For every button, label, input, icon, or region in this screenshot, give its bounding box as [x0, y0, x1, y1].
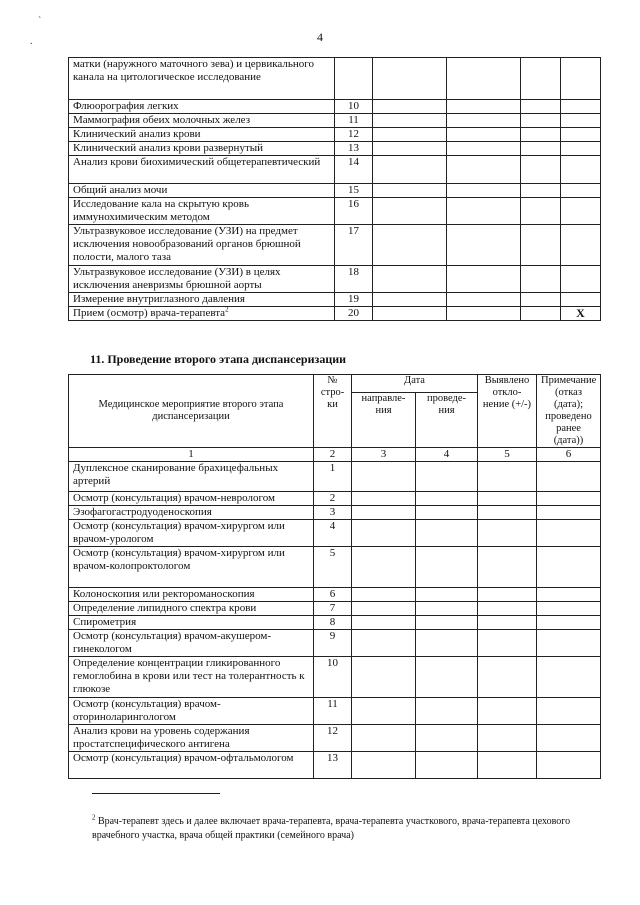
section-title: 11. Проведение второго этапа диспансеризации — [90, 352, 347, 366]
line-number: 16 — [335, 198, 373, 225]
referral-date-cell[interactable] — [352, 492, 416, 506]
note-cell[interactable] — [537, 616, 601, 630]
footnote-divider — [92, 793, 220, 794]
event-name: Клинический анализ крови — [69, 128, 335, 142]
deviation-cell[interactable] — [478, 547, 537, 588]
page-number: 4 — [317, 30, 323, 44]
line-number: 11 — [335, 114, 373, 128]
column-index: 5 — [478, 448, 537, 462]
deviation-cell[interactable] — [478, 630, 537, 657]
event-name: Анализ крови на уровень содержания простатспецифического антигена — [69, 725, 314, 752]
table-row — [69, 100, 601, 114]
header-line-number: № стро-ки — [314, 375, 352, 448]
deviation-cell[interactable] — [521, 58, 561, 100]
referral-date-cell[interactable] — [352, 698, 416, 725]
header-deviation: Выявлено откло-нение (+/-) — [478, 375, 537, 448]
conducted-date-cell[interactable] — [416, 630, 478, 657]
table-row — [69, 725, 601, 752]
event-name: Анализ крови биохимический общетерапевтический — [69, 156, 335, 184]
note-cell[interactable] — [537, 547, 601, 588]
event-name: Осмотр (консультация) врачом-офтальмологом — [69, 752, 314, 779]
conducted-date-cell[interactable] — [447, 293, 521, 307]
line-number: 10 — [314, 657, 352, 698]
note-cell[interactable] — [561, 184, 601, 198]
conducted-date-cell[interactable] — [447, 225, 521, 266]
line-number: 12 — [335, 128, 373, 142]
note-cell[interactable] — [537, 725, 601, 752]
conducted-date-cell[interactable] — [416, 752, 478, 779]
line-number: 12 — [314, 725, 352, 752]
note-cell[interactable] — [537, 492, 601, 506]
referral-date-cell[interactable] — [373, 307, 447, 321]
table-row — [69, 506, 601, 520]
event-name: Ультразвуковое исследование (УЗИ) на предмет исключения новообразований органов брюшной полости, малого таза — [69, 225, 335, 266]
table-row — [69, 588, 601, 602]
referral-date-cell[interactable] — [352, 657, 416, 698]
deviation-cell[interactable] — [478, 520, 537, 547]
referral-date-cell[interactable] — [352, 616, 416, 630]
referral-date-cell[interactable] — [373, 100, 447, 114]
referral-date-cell[interactable] — [352, 462, 416, 492]
conducted-date-cell[interactable] — [416, 492, 478, 506]
footnote-ref: 2 — [225, 305, 229, 314]
deviation-cell[interactable] — [521, 128, 561, 142]
table-row — [69, 114, 601, 128]
line-number: 5 — [314, 547, 352, 588]
conducted-date-cell[interactable] — [447, 142, 521, 156]
line-number: 10 — [335, 100, 373, 114]
column-index: 3 — [352, 448, 416, 462]
referral-date-cell[interactable] — [373, 225, 447, 266]
header-row — [69, 375, 601, 393]
table-row — [69, 198, 601, 225]
conducted-date-cell[interactable] — [447, 266, 521, 293]
line-number: 20 — [335, 307, 373, 321]
note-cell[interactable] — [537, 462, 601, 492]
deviation-cell[interactable] — [521, 307, 561, 321]
conducted-date-cell[interactable] — [447, 198, 521, 225]
table-row — [69, 492, 601, 506]
table-row — [69, 752, 601, 779]
event-name: Колоноскопия или ректороманоскопия — [69, 588, 314, 602]
referral-date-cell[interactable] — [373, 266, 447, 293]
event-name: Спирометрия — [69, 616, 314, 630]
line-number — [335, 58, 373, 100]
line-number: 19 — [335, 293, 373, 307]
referral-date-cell[interactable] — [373, 293, 447, 307]
referral-date-cell[interactable] — [352, 547, 416, 588]
deviation-cell[interactable] — [521, 266, 561, 293]
event-name: Флюорография легких — [69, 100, 335, 114]
event-name: Определение липидного спектра крови — [69, 602, 314, 616]
conducted-date-cell[interactable] — [416, 462, 478, 492]
header-referral-date: направле-ния — [352, 392, 416, 447]
conducted-date-cell[interactable] — [447, 184, 521, 198]
header-conducted-date: проведе-ния — [416, 392, 478, 447]
note-cell[interactable] — [537, 698, 601, 725]
event-name: Общий анализ мочи — [69, 184, 335, 198]
referral-date-cell[interactable] — [373, 114, 447, 128]
event-name: Осмотр (консультация) врачом-хирургом или врачом-колопроктологом — [69, 547, 314, 588]
line-number: 17 — [335, 225, 373, 266]
deviation-cell[interactable] — [478, 588, 537, 602]
deviation-cell[interactable] — [478, 506, 537, 520]
column-index-row — [69, 448, 601, 462]
referral-date-cell[interactable] — [352, 602, 416, 616]
conducted-date-cell[interactable] — [416, 547, 478, 588]
conducted-date-cell[interactable] — [447, 128, 521, 142]
table-row — [69, 616, 601, 630]
footnote-text: Врач-терапевт здесь и далее включает врача-терапевта, врача-терапевта участкового, врача-терапевта цехового врачебного участка, врача общей практики (семейного врача) — [92, 816, 571, 841]
conducted-date-cell[interactable] — [416, 616, 478, 630]
table-row — [69, 184, 601, 198]
note-cell[interactable]: X — [561, 307, 601, 321]
note-cell[interactable] — [561, 142, 601, 156]
column-index: 1 — [69, 448, 314, 462]
referral-date-cell[interactable] — [352, 725, 416, 752]
conducted-date-cell[interactable] — [416, 657, 478, 698]
event-name: Определение концентрации гликированного гемоглобина в крови или тест на толерантность к глюкозе — [69, 657, 314, 698]
referral-date-cell[interactable] — [352, 752, 416, 779]
header-event: Медицинское мероприятие второго этапа диспансеризации — [69, 375, 314, 448]
referral-date-cell[interactable] — [373, 128, 447, 142]
table-row — [69, 58, 601, 100]
deviation-cell[interactable] — [521, 100, 561, 114]
table-row — [69, 520, 601, 547]
event-name: Осмотр (консультация) врачом-хирургом или врачом-урологом — [69, 520, 314, 547]
table-row — [69, 266, 601, 293]
event-name: Эзофагогастродуоденоскопия — [69, 506, 314, 520]
column-index: 4 — [416, 448, 478, 462]
conducted-date-cell[interactable] — [416, 506, 478, 520]
note-cell[interactable] — [537, 520, 601, 547]
line-number: 4 — [314, 520, 352, 547]
conducted-date-cell[interactable] — [416, 725, 478, 752]
deviation-cell[interactable] — [478, 725, 537, 752]
table-row — [69, 657, 601, 698]
conducted-date-cell[interactable] — [416, 588, 478, 602]
referral-date-cell[interactable] — [352, 506, 416, 520]
table-row — [69, 293, 601, 307]
table-row — [69, 698, 601, 725]
deviation-cell[interactable] — [521, 142, 561, 156]
line-number: 15 — [335, 184, 373, 198]
deviation-cell[interactable] — [521, 114, 561, 128]
header-date: Дата — [352, 375, 478, 393]
event-name: Дуплексное сканирование брахицефальных артерий — [69, 462, 314, 492]
line-number: 14 — [335, 156, 373, 184]
column-index: 2 — [314, 448, 352, 462]
corner-mark: ` — [38, 16, 42, 27]
note-cell[interactable] — [537, 752, 601, 779]
table-row — [69, 602, 601, 616]
deviation-cell[interactable] — [478, 462, 537, 492]
line-number: 2 — [314, 492, 352, 506]
deviation-cell[interactable] — [521, 184, 561, 198]
note-cell[interactable] — [561, 128, 601, 142]
event-name: Осмотр (консультация) врачом-акушером-гинекологом — [69, 630, 314, 657]
note-cell[interactable] — [537, 588, 601, 602]
footnote-marker: 2 — [92, 813, 96, 822]
deviation-cell[interactable] — [478, 752, 537, 779]
event-name: Осмотр (консультация) врачом-неврологом — [69, 492, 314, 506]
note-cell[interactable] — [561, 156, 601, 184]
note-cell[interactable] — [561, 293, 601, 307]
first-stage-table — [68, 57, 601, 321]
note-cell[interactable] — [537, 657, 601, 698]
note-cell[interactable] — [561, 266, 601, 293]
note-cell[interactable] — [537, 506, 601, 520]
conducted-date-cell[interactable] — [416, 520, 478, 547]
note-cell[interactable] — [561, 58, 601, 100]
deviation-cell[interactable] — [478, 616, 537, 630]
line-number: 6 — [314, 588, 352, 602]
deviation-cell[interactable] — [478, 602, 537, 616]
deviation-cell[interactable] — [478, 492, 537, 506]
table-row — [69, 128, 601, 142]
table-row — [69, 225, 601, 266]
event-name: Маммография обеих молочных желез — [69, 114, 335, 128]
event-name: Исследование кала на скрытую кровь иммунохимическим методом — [69, 198, 335, 225]
line-number: 18 — [335, 266, 373, 293]
conducted-date-cell[interactable] — [447, 100, 521, 114]
line-number: 7 — [314, 602, 352, 616]
referral-date-cell[interactable] — [373, 58, 447, 100]
note-cell[interactable] — [537, 630, 601, 657]
conducted-date-cell[interactable] — [447, 114, 521, 128]
referral-date-cell[interactable] — [373, 184, 447, 198]
note-cell[interactable] — [537, 602, 601, 616]
deviation-cell[interactable] — [521, 293, 561, 307]
referral-date-cell[interactable] — [373, 156, 447, 184]
referral-date-cell[interactable] — [352, 630, 416, 657]
event-name: Измерение внутриглазного давления — [69, 293, 335, 307]
deviation-cell[interactable] — [521, 156, 561, 184]
referral-date-cell[interactable] — [352, 588, 416, 602]
line-number: 1 — [314, 462, 352, 492]
note-cell[interactable] — [561, 225, 601, 266]
event-name: матки (наружного маточного зева) и цервикального канала на цитологическое исследование — [69, 58, 335, 100]
note-cell[interactable] — [561, 100, 601, 114]
table-row — [69, 156, 601, 184]
line-number: 3 — [314, 506, 352, 520]
event-name: Осмотр (консультация) врачом-оториноларингологом — [69, 698, 314, 725]
column-index: 6 — [537, 448, 601, 462]
table-row — [69, 630, 601, 657]
event-name: Клинический анализ крови развернутый — [69, 142, 335, 156]
line-number: 13 — [314, 752, 352, 779]
conducted-date-cell[interactable] — [416, 602, 478, 616]
table-row — [69, 462, 601, 492]
event-name: Прием (осмотр) врача-терапевта$^2$ — [69, 307, 335, 321]
table-row — [69, 142, 601, 156]
header-note: Примечание (отказ (дата); проведено ранее (дата)) — [537, 375, 601, 448]
deviation-cell[interactable] — [521, 225, 561, 266]
line-number: 13 — [335, 142, 373, 156]
referral-date-cell[interactable] — [373, 142, 447, 156]
line-number: 9 — [314, 630, 352, 657]
second-stage-table — [68, 374, 601, 779]
deviation-cell[interactable] — [478, 657, 537, 698]
event-name: Ультразвуковое исследование (УЗИ) в целях исключения аневризмы брюшной аорты — [69, 266, 335, 293]
note-cell[interactable] — [561, 114, 601, 128]
deviation-cell[interactable] — [478, 698, 537, 725]
table-row — [69, 547, 601, 588]
line-number: 11 — [314, 698, 352, 725]
footnote — [92, 815, 592, 843]
corner-mark: . — [30, 36, 33, 47]
referral-date-cell[interactable] — [352, 520, 416, 547]
conducted-date-cell[interactable] — [447, 156, 521, 184]
note-cell[interactable] — [561, 198, 601, 225]
conducted-date-cell[interactable] — [416, 698, 478, 725]
conducted-date-cell[interactable] — [447, 58, 521, 100]
line-number: 8 — [314, 616, 352, 630]
referral-date-cell[interactable] — [373, 198, 447, 225]
deviation-cell[interactable] — [521, 198, 561, 225]
conducted-date-cell[interactable] — [447, 307, 521, 321]
table-row — [69, 307, 601, 321]
